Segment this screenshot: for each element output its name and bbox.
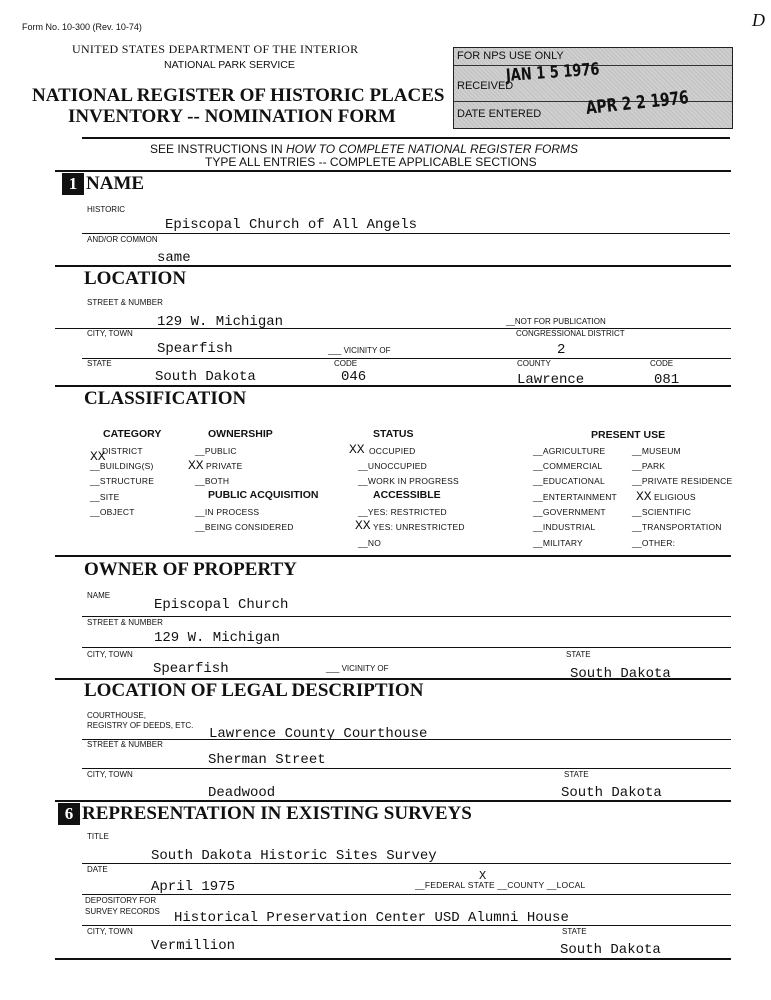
category-site: __SITE bbox=[90, 492, 120, 502]
location-vicinity: ___ VICINITY OF bbox=[328, 346, 391, 355]
legal-street-label: STREET & NUMBER bbox=[87, 740, 163, 749]
corner-mark: D bbox=[752, 10, 765, 30]
location-street-label: STREET & NUMBER bbox=[87, 298, 163, 307]
stamp-received-date: JAN 1 5 1976 bbox=[505, 59, 601, 86]
use-private-residence: __PRIVATE RESIDENCE bbox=[632, 476, 733, 486]
access-restricted: __YES: RESTRICTED bbox=[358, 507, 447, 517]
form-title-line1: NATIONAL REGISTER OF HISTORIC PLACES bbox=[32, 85, 445, 106]
location-city-label: CITY, TOWN bbox=[87, 329, 133, 338]
owner-vicinity: ___ VICINITY OF bbox=[326, 664, 389, 673]
county-value: Lawrence bbox=[517, 372, 585, 388]
acquisition-in-process: __IN PROCESS bbox=[195, 507, 260, 517]
stamp-entered-date: APR 2 2 1976 bbox=[584, 87, 690, 119]
use-religious: ELIGIOUS bbox=[654, 492, 696, 502]
stamp-header: FOR NPS USE ONLY bbox=[457, 50, 564, 62]
stamp-received-label: RECEIVED bbox=[457, 80, 514, 92]
ownership-header: OWNERSHIP bbox=[208, 428, 273, 440]
survey-title-label: TITLE bbox=[87, 832, 109, 841]
access-unrestricted: YES: UNRESTRICTED bbox=[373, 522, 465, 532]
common-name-label: AND/OR COMMON bbox=[87, 235, 158, 244]
legal-heading: LOCATION OF LEGAL DESCRIPTION bbox=[84, 680, 424, 701]
legal-city-value: Deadwood bbox=[208, 785, 276, 801]
historic-label: HISTORIC bbox=[87, 205, 126, 214]
status-work-in-progress: __WORK IN PROGRESS bbox=[358, 476, 459, 486]
survey-level-mark: X bbox=[479, 869, 487, 883]
access-no: __NO bbox=[358, 538, 382, 548]
section-number-6: 6 bbox=[58, 803, 80, 825]
depository-label-2: SURVEY RECORDS bbox=[85, 907, 160, 916]
depository-label-1: DEPOSITORY FOR bbox=[85, 896, 157, 905]
name-heading: NAME bbox=[86, 173, 145, 194]
legal-state-label: STATE bbox=[564, 770, 589, 779]
use-scientific: __SCIENTIFIC bbox=[632, 507, 692, 517]
stamp-entered-label: DATE ENTERED bbox=[457, 108, 542, 120]
congressional-district-label: CONGRESSIONAL DISTRICT bbox=[516, 329, 625, 338]
use-industrial: __INDUSTRIAL bbox=[533, 522, 596, 532]
location-street-value: 129 W. Michigan bbox=[157, 314, 284, 330]
ownership-public: __PUBLIC bbox=[195, 446, 237, 456]
owner-street-label: STREET & NUMBER bbox=[87, 618, 163, 627]
ownership-mark: XX bbox=[188, 458, 204, 473]
public-acquisition-header: PUBLIC ACQUISITION bbox=[208, 489, 319, 501]
use-transportation: __TRANSPORTATION bbox=[632, 522, 722, 532]
location-heading: LOCATION bbox=[84, 268, 187, 289]
owner-name-label: NAME bbox=[87, 591, 111, 600]
historic-name-value: Episcopal Church of All Angels bbox=[165, 217, 418, 233]
nps-use-stamp bbox=[453, 47, 733, 129]
survey-city-value: Vermillion bbox=[151, 938, 236, 954]
category-building: __BUILDING(S) bbox=[90, 461, 154, 471]
legal-city-label: CITY, TOWN bbox=[87, 770, 133, 779]
agency-dept: UNITED STATES DEPARTMENT OF THE INTERIOR bbox=[72, 42, 359, 56]
survey-levels: __FEDERAL STATE __COUNTY __LOCAL bbox=[415, 880, 586, 890]
owner-street-value: 129 W. Michigan bbox=[154, 630, 281, 646]
section-number-1: 1 bbox=[62, 173, 84, 195]
acquisition-being-considered: __BEING CONSIDERED bbox=[195, 522, 294, 532]
agency-service: NATIONAL PARK SERVICE bbox=[164, 59, 295, 71]
owner-state-label: STATE bbox=[566, 650, 591, 659]
registry-label: REGISTRY OF DEEDS, ETC. bbox=[87, 721, 194, 730]
survey-state-label: STATE bbox=[562, 927, 587, 936]
survey-state-value: South Dakota bbox=[560, 942, 661, 958]
location-state-label: STATE bbox=[87, 359, 112, 368]
ownership-both: __BOTH bbox=[195, 476, 230, 486]
owner-city-label: CITY, TOWN bbox=[87, 650, 133, 659]
use-mark: XX bbox=[636, 489, 652, 504]
category-header: CATEGORY bbox=[103, 428, 162, 440]
owner-state-value: South Dakota bbox=[570, 666, 671, 682]
use-commercial: __COMMERCIAL bbox=[533, 461, 603, 471]
owner-name-value: Episcopal Church bbox=[154, 597, 289, 613]
category-structure: __STRUCTURE bbox=[90, 476, 155, 486]
legal-state-value: South Dakota bbox=[561, 785, 662, 801]
use-agriculture: __AGRICULTURE bbox=[533, 446, 606, 456]
location-state-value: South Dakota bbox=[155, 369, 256, 385]
accessible-header: ACCESSIBLE bbox=[373, 489, 441, 501]
use-other: __OTHER: bbox=[632, 538, 676, 548]
instructions-line1: SEE INSTRUCTIONS IN HOW TO COMPLETE NATIONAL REGISTER FORMS bbox=[150, 142, 579, 156]
instructions-line2: TYPE ALL ENTRIES -- COMPLETE APPLICABLE SECTIONS bbox=[205, 155, 537, 169]
use-educational: __EDUCATIONAL bbox=[533, 476, 605, 486]
survey-city-label: CITY, TOWN bbox=[87, 927, 133, 936]
courthouse-label: COURTHOUSE, bbox=[87, 711, 146, 720]
category-mark: XX bbox=[90, 449, 106, 464]
state-code-label: CODE bbox=[334, 359, 358, 368]
county-label: COUNTY bbox=[517, 359, 551, 368]
status-unoccupied: __UNOCCUPIED bbox=[358, 461, 427, 471]
legal-street-value: Sherman Street bbox=[208, 752, 326, 768]
present-use-header: PRESENT USE bbox=[591, 429, 666, 441]
classification-heading: CLASSIFICATION bbox=[84, 388, 247, 409]
category-district: DISTRICT bbox=[102, 446, 143, 456]
use-entertainment: __ENTERTAINMENT bbox=[533, 492, 617, 502]
use-government: __GOVERNMENT bbox=[533, 507, 606, 517]
status-occupied: OCCUPIED bbox=[369, 446, 416, 456]
surveys-heading: REPRESENTATION IN EXISTING SURVEYS bbox=[82, 803, 472, 824]
form-title-line2: INVENTORY -- NOMINATION FORM bbox=[68, 106, 396, 127]
owner-heading: OWNER OF PROPERTY bbox=[84, 559, 297, 580]
courthouse-value: Lawrence County Courthouse bbox=[209, 726, 428, 742]
form-number: Form No. 10-300 (Rev. 10-74) bbox=[22, 22, 142, 32]
county-code-value: 081 bbox=[654, 372, 680, 388]
not-for-publication: __NOT FOR PUBLICATION bbox=[506, 317, 606, 326]
category-object: __OBJECT bbox=[90, 507, 135, 517]
access-mark: XX bbox=[355, 518, 371, 533]
state-code-value: 046 bbox=[341, 369, 367, 385]
congressional-district-value: 2 bbox=[557, 342, 566, 358]
ownership-private: PRIVATE bbox=[206, 461, 243, 471]
use-park: __PARK bbox=[632, 461, 666, 471]
survey-date-label: DATE bbox=[87, 865, 108, 874]
status-mark: XX bbox=[349, 442, 365, 457]
status-header: STATUS bbox=[373, 428, 414, 440]
survey-title-value: South Dakota Historic Sites Survey bbox=[151, 848, 437, 864]
location-city-value: Spearfish bbox=[157, 341, 233, 357]
use-museum: __MUSEUM bbox=[632, 446, 681, 456]
owner-city-value: Spearfish bbox=[153, 661, 229, 677]
common-name-value: same bbox=[157, 250, 191, 266]
county-code-label: CODE bbox=[650, 359, 674, 368]
survey-date-value: April 1975 bbox=[151, 879, 236, 895]
depository-value: Historical Preservation Center USD Alumni House bbox=[174, 910, 569, 926]
use-military: __MILITARY bbox=[533, 538, 583, 548]
